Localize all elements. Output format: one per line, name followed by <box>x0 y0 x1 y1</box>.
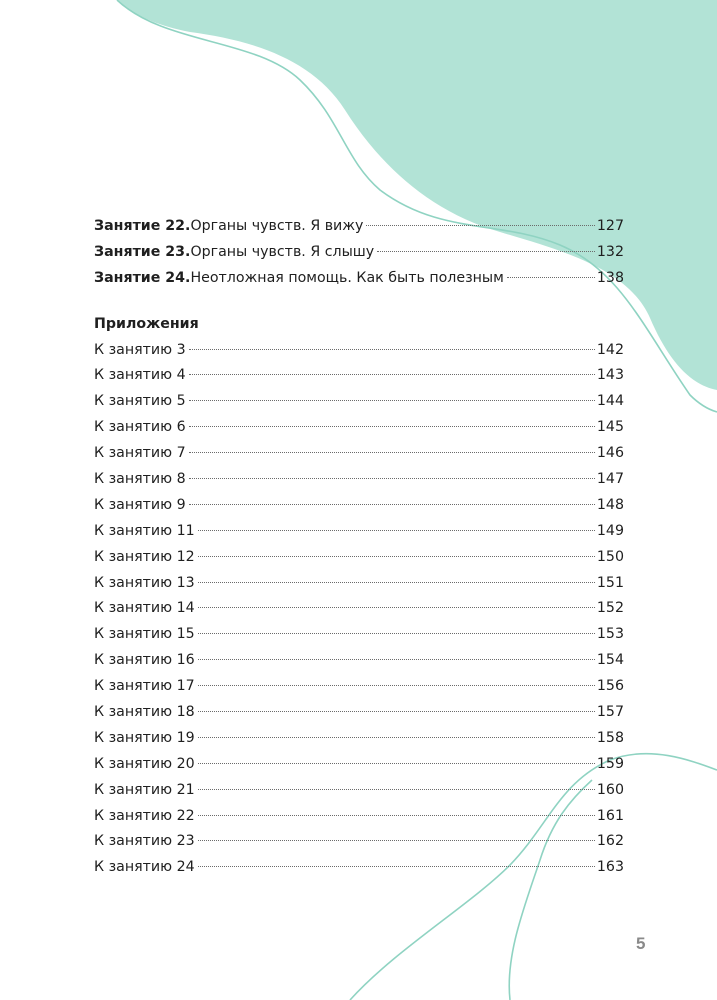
entry-title: К занятию 11 <box>94 522 195 539</box>
lesson-number: Занятие 23. <box>94 243 191 260</box>
lesson-number: Занятие 24. <box>94 269 191 286</box>
entry-page-number: 153 <box>596 626 624 643</box>
dot-leader <box>189 374 595 375</box>
toc-entry[interactable] <box>94 363 624 389</box>
toc-entry[interactable] <box>94 804 624 830</box>
dot-leader <box>198 737 595 738</box>
dot-leader <box>377 251 595 252</box>
dot-leader <box>198 711 595 712</box>
entry-page-number: 152 <box>596 600 624 617</box>
entry-page-number: 156 <box>596 678 624 695</box>
entry-page-number: 151 <box>596 574 624 591</box>
entry-page-number: 161 <box>596 807 624 824</box>
toc-entry[interactable] <box>94 441 624 467</box>
entry-title: К занятию 15 <box>94 626 195 643</box>
appendix-heading: Приложения <box>94 315 199 332</box>
toc-entry[interactable] <box>94 467 624 493</box>
entry-title: К занятию 8 <box>94 471 186 488</box>
toc-entry[interactable] <box>94 752 624 778</box>
dot-leader <box>189 426 595 427</box>
entry-page-number: 157 <box>596 704 624 721</box>
entry-page-number: 159 <box>596 755 624 772</box>
entry-page-number: 142 <box>596 341 624 358</box>
dot-leader <box>198 685 595 686</box>
toc-entry[interactable] <box>94 415 624 441</box>
entry-title: К занятию 21 <box>94 781 195 798</box>
entry-title: К занятию 13 <box>94 574 195 591</box>
toc-entry[interactable] <box>94 648 624 674</box>
dot-leader <box>189 349 595 350</box>
page-number: 5 <box>636 934 646 953</box>
dot-leader <box>198 530 595 531</box>
entry-page-number: 138 <box>596 269 624 286</box>
entry-title: К занятию 22 <box>94 807 195 824</box>
dot-leader <box>189 452 595 453</box>
toc-entry[interactable] <box>94 700 624 726</box>
dot-leader <box>198 840 595 841</box>
toc-entry[interactable] <box>94 855 624 881</box>
entry-title: К занятию 4 <box>94 367 186 384</box>
entry-title: К занятию 23 <box>94 833 195 850</box>
entry-title: К занятию 19 <box>94 729 195 746</box>
entry-title: К занятию 6 <box>94 419 186 436</box>
entry-title: К занятию 12 <box>94 548 195 565</box>
entry-title: К занятию 17 <box>94 678 195 695</box>
entry-page-number: 147 <box>596 471 624 488</box>
entry-title: Органы чувств. Я вижу <box>190 218 364 234</box>
entry-page-number: 160 <box>596 781 624 798</box>
entry-page-number: 163 <box>596 859 624 876</box>
toc-entry[interactable] <box>94 493 624 519</box>
toc-entry[interactable] <box>94 829 624 855</box>
toc-entry[interactable] <box>94 545 624 571</box>
entry-page-number: 150 <box>596 548 624 565</box>
dot-leader <box>198 763 595 764</box>
toc-entry[interactable] <box>94 240 624 266</box>
toc-entry[interactable] <box>94 674 624 700</box>
toc-entry[interactable] <box>94 571 624 597</box>
dot-leader <box>507 277 595 278</box>
toc-entry[interactable] <box>94 389 624 415</box>
lessons-list <box>94 214 624 292</box>
entry-title: Неотложная помощь. Как быть полезным <box>190 269 504 286</box>
dot-leader <box>189 504 595 505</box>
dot-leader <box>198 582 595 583</box>
appendix-list <box>94 338 624 882</box>
entry-page-number: 143 <box>596 367 624 384</box>
entry-page-number: 145 <box>596 419 624 436</box>
toc-entry[interactable] <box>94 214 624 240</box>
dot-leader <box>198 815 595 816</box>
entry-title: К занятию 16 <box>94 652 195 669</box>
toc-entry[interactable] <box>94 338 624 364</box>
entry-page-number: 132 <box>596 243 624 260</box>
dot-leader <box>189 400 595 401</box>
dot-leader <box>189 478 595 479</box>
toc-entry[interactable] <box>94 596 624 622</box>
toc-entry[interactable] <box>94 519 624 545</box>
dot-leader <box>198 789 595 790</box>
entry-title: Органы чувств. Я слышу <box>190 243 375 260</box>
toc-entry[interactable] <box>94 622 624 648</box>
entry-page-number: 148 <box>596 496 624 513</box>
entry-page-number: 127 <box>596 218 624 234</box>
dot-leader <box>366 225 594 226</box>
entry-page-number: 154 <box>596 652 624 669</box>
dot-leader <box>198 556 595 557</box>
table-of-contents <box>94 214 624 881</box>
dot-leader <box>198 659 595 660</box>
dot-leader <box>198 607 595 608</box>
entry-page-number: 162 <box>596 833 624 850</box>
entry-title: К занятию 14 <box>94 600 195 617</box>
entry-page-number: 149 <box>596 522 624 539</box>
entry-title: К занятию 18 <box>94 704 195 721</box>
toc-entry[interactable] <box>94 266 624 292</box>
dot-leader <box>198 633 595 634</box>
entry-page-number: 146 <box>596 445 624 462</box>
entry-title: К занятию 9 <box>94 496 186 513</box>
toc-entry[interactable] <box>94 778 624 804</box>
entry-title: К занятию 20 <box>94 755 195 772</box>
entry-title: К занятию 5 <box>94 393 186 410</box>
entry-page-number: 158 <box>596 729 624 746</box>
dot-leader <box>198 866 595 867</box>
entry-title: К занятию 7 <box>94 445 186 462</box>
entry-title: К занятию 3 <box>94 341 186 358</box>
entry-title: К занятию 24 <box>94 859 195 876</box>
entry-page-number: 144 <box>596 393 624 410</box>
lesson-number: Занятие 22. <box>94 218 191 234</box>
toc-entry[interactable] <box>94 726 624 752</box>
